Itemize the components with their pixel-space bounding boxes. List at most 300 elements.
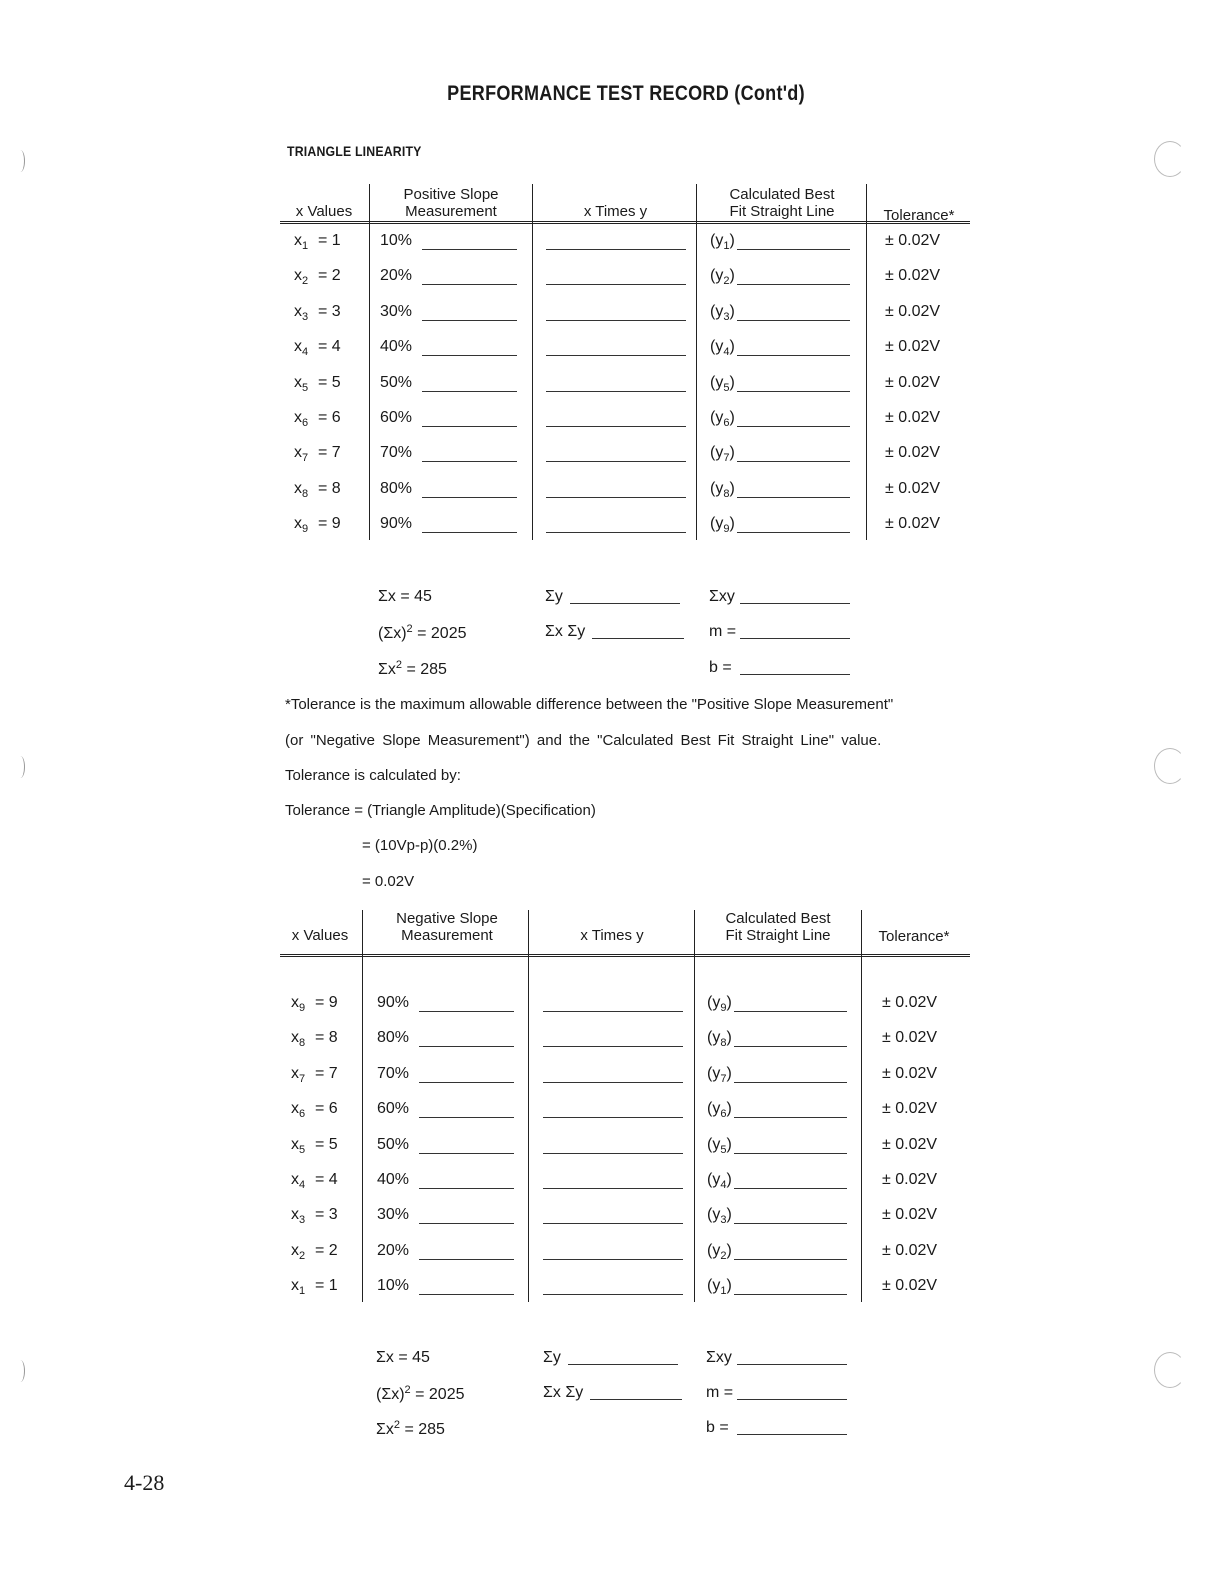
slope-percent: 10% [377, 1277, 410, 1295]
best-fit-blank[interactable] [737, 249, 850, 250]
x-equals-value: = 2 [318, 267, 341, 285]
measurement-blank[interactable] [419, 1117, 514, 1118]
measurement-blank[interactable] [422, 532, 517, 533]
x-subscript: 6 [302, 417, 309, 429]
table-row [280, 1277, 970, 1313]
tolerance-value: ± 0.02V [882, 1064, 938, 1082]
x-symbol: x [291, 1277, 299, 1295]
x-times-y-blank[interactable] [543, 1223, 683, 1224]
y-subscript: 2 [720, 1249, 727, 1262]
y-label [710, 480, 735, 500]
x-equals-value: = 5 [318, 373, 341, 391]
y-label [707, 1065, 732, 1085]
measurement-blank[interactable] [419, 1188, 514, 1189]
slope-percent: 60% [377, 1100, 410, 1118]
intercept-b-blank[interactable] [737, 1434, 847, 1435]
best-fit-blank[interactable] [737, 426, 850, 427]
header-best-fit-line2: Fit Straight Line [725, 927, 831, 944]
slope-percent: 90% [377, 994, 410, 1011]
x-symbol: x [294, 409, 302, 426]
y-label [707, 1029, 732, 1049]
best-fit-blank[interactable] [737, 532, 850, 533]
tolerance-value: ± 0.02V [882, 1241, 938, 1259]
y-close-paren: ) [729, 267, 735, 285]
tolerance-value: ± 0.02V [885, 409, 941, 426]
header-measurement [370, 186, 532, 220]
x-symbol: x [291, 1064, 299, 1082]
y-label [707, 1100, 732, 1120]
x-subscript: 7 [299, 1072, 306, 1085]
y-label [710, 444, 735, 464]
y-subscript: 5 [723, 381, 730, 394]
x-subscript: 2 [299, 1249, 306, 1262]
sum-of-x2-value: = 285 [400, 1421, 445, 1438]
x-equals-value: = 9 [315, 994, 338, 1011]
header-measurement-line2: Measurement [401, 927, 493, 944]
x-equals-value: = 6 [315, 1100, 338, 1118]
x-equals-value: = 3 [315, 1206, 338, 1224]
best-fit-blank[interactable] [734, 1011, 847, 1012]
tolerance-value: ± 0.02V [885, 373, 941, 391]
tolerance-value: ± 0.02V [882, 1277, 938, 1295]
x-equals-value: = 4 [318, 338, 341, 356]
table-row [280, 374, 970, 410]
slope-percent: 20% [380, 267, 413, 285]
best-fit-blank[interactable] [734, 1223, 847, 1224]
header-rule [280, 954, 970, 957]
x-times-y-blank[interactable] [546, 320, 686, 321]
best-fit-blank[interactable] [737, 355, 850, 356]
sum-x-sum-y-blank[interactable] [592, 638, 684, 639]
measurement-blank[interactable] [419, 1046, 514, 1047]
x-subscript: 8 [299, 1037, 306, 1050]
x-times-y-blank[interactable] [543, 1259, 683, 1260]
best-fit-blank[interactable] [734, 1259, 847, 1260]
y-symbol: (y [707, 1029, 721, 1047]
table-row [280, 409, 970, 445]
measurement-blank[interactable] [419, 1153, 514, 1154]
x-symbol: x [291, 1241, 299, 1259]
y-close-paren: ) [726, 1029, 732, 1047]
x-value [294, 303, 308, 323]
sum-y-label: Σy [545, 588, 563, 605]
sum-of-x2 [378, 659, 447, 679]
header-measurement [364, 910, 530, 944]
x-value [294, 374, 308, 394]
intercept-b-label: b = [709, 659, 732, 676]
y-symbol: (y [707, 1277, 721, 1295]
sum-x: Σx = 45 [376, 1349, 430, 1366]
x-value [291, 994, 305, 1014]
x-subscript: 1 [302, 240, 309, 252]
y-symbol: (y [710, 444, 724, 462]
measurement-blank[interactable] [419, 1223, 514, 1224]
x-subscript: 5 [299, 1143, 306, 1156]
table-row [280, 303, 970, 339]
tolerance-note-line2: (or "Negative Slope Measurement") and the "Calculated Best Fit Straight Line" value. [285, 732, 882, 749]
x-equals-value: = 1 [315, 1277, 338, 1295]
y-close-paren: ) [729, 515, 735, 533]
slope-percent: 10% [380, 232, 413, 249]
sum-x-squared [376, 1384, 465, 1404]
sum-of-x2-value: = 285 [402, 661, 447, 678]
header-x-values: x Values [295, 203, 353, 220]
x-symbol: x [291, 1135, 299, 1153]
best-fit-blank[interactable] [734, 1082, 847, 1083]
margin-mark-icon [16, 756, 25, 778]
best-fit-blank[interactable] [737, 284, 850, 285]
x-value [291, 1136, 305, 1156]
best-fit-blank[interactable] [734, 1117, 847, 1118]
slope-m-blank[interactable] [740, 638, 850, 639]
x-symbol: x [291, 994, 299, 1011]
y-symbol: (y [710, 515, 724, 533]
sum-x-squared-base: (Σx) [378, 625, 407, 642]
slope-m-label: m = [706, 1384, 734, 1401]
y-close-paren: ) [729, 444, 735, 462]
x-equals-value: = 8 [318, 479, 341, 497]
slope-percent: 40% [377, 1171, 410, 1188]
y-label [707, 1206, 732, 1226]
table-row [280, 1206, 970, 1242]
x-value [291, 1242, 305, 1262]
tolerance-value: ± 0.02V [885, 444, 941, 462]
y-symbol: (y [710, 267, 724, 285]
x-subscript: 2 [302, 275, 309, 288]
y-close-paren: ) [729, 479, 735, 497]
measurement-blank[interactable] [419, 1082, 514, 1083]
slope-percent: 40% [380, 338, 413, 356]
x-times-y-blank[interactable] [546, 532, 686, 533]
header-best-fit [694, 910, 862, 944]
x-times-y-blank[interactable] [543, 1046, 683, 1047]
y-symbol: (y [707, 1206, 721, 1224]
y-label [707, 1242, 732, 1262]
y-subscript: 8 [723, 487, 730, 500]
y-label [710, 515, 735, 535]
sum-of-x2-base: Σx [378, 661, 396, 678]
x-times-y-blank[interactable] [546, 497, 686, 498]
header-x-values: x Values [291, 927, 349, 944]
y-symbol: (y [710, 338, 724, 356]
measurement-blank[interactable] [419, 1259, 514, 1260]
y-close-paren: ) [729, 338, 735, 356]
header-x-times-y: x Times y [580, 927, 644, 944]
y-subscript: 4 [723, 346, 730, 359]
header-measurement-line2: Measurement [405, 203, 497, 220]
sum-y-blank[interactable] [568, 1364, 678, 1365]
y-label [707, 994, 732, 1014]
tolerance-value: ± 0.02V [885, 232, 941, 249]
sum-of-x2-base: Σx [376, 1421, 394, 1438]
slope-m-label: m = [709, 623, 737, 640]
x-value [294, 409, 308, 429]
y-label [707, 1277, 732, 1297]
x-equals-value: = 7 [318, 444, 341, 462]
x-value [291, 1029, 305, 1049]
table-row [280, 1065, 970, 1101]
y-close-paren: ) [729, 373, 735, 391]
x-value [294, 515, 308, 535]
x-symbol: x [294, 515, 302, 533]
x-times-y-blank[interactable] [543, 1294, 683, 1295]
header-best-fit-line2: Fit Straight Line [729, 203, 835, 220]
y-close-paren: ) [726, 1241, 732, 1259]
y-label [710, 303, 735, 323]
y-symbol: (y [710, 409, 724, 426]
measurement-blank[interactable] [422, 461, 517, 462]
y-close-paren: ) [726, 1206, 732, 1224]
table-row [280, 1100, 970, 1136]
header-best-fit [698, 186, 866, 220]
best-fit-blank[interactable] [734, 1153, 847, 1154]
slope-percent: 30% [380, 302, 413, 320]
y-subscript: 9 [723, 523, 730, 536]
x-times-y-blank[interactable] [543, 1153, 683, 1154]
best-fit-blank[interactable] [734, 1294, 847, 1295]
y-close-paren: ) [726, 1171, 732, 1188]
measurement-blank[interactable] [422, 249, 517, 250]
measurement-blank[interactable] [422, 284, 517, 285]
x-times-y-blank[interactable] [546, 391, 686, 392]
x-value [294, 480, 308, 500]
sum-y-blank[interactable] [570, 603, 680, 604]
slope-percent: 60% [380, 409, 413, 426]
sum-x-sum-y-label: Σx Σy [545, 623, 586, 640]
y-close-paren: ) [726, 1100, 732, 1118]
slope-percent: 30% [377, 1206, 410, 1224]
best-fit-blank[interactable] [737, 461, 850, 462]
measurement-blank[interactable] [422, 426, 517, 427]
x-equals-value: = 8 [315, 1029, 338, 1047]
binder-hole-icon [1154, 748, 1186, 784]
x-symbol: x [294, 479, 302, 497]
x-equals-value: = 7 [315, 1064, 338, 1082]
x-times-y-blank[interactable] [543, 1082, 683, 1083]
best-fit-blank[interactable] [737, 497, 850, 498]
table-row [280, 444, 970, 480]
y-close-paren: ) [726, 1135, 732, 1153]
x-equals-value: = 2 [315, 1241, 338, 1259]
binder-hole-icon [1154, 1352, 1186, 1388]
y-close-paren: ) [729, 232, 735, 249]
y-symbol: (y [707, 1100, 721, 1118]
x-value [291, 1171, 305, 1191]
x-subscript: 4 [302, 346, 309, 359]
best-fit-blank[interactable] [737, 391, 850, 392]
intercept-b-blank[interactable] [740, 674, 850, 675]
table-row [280, 1171, 970, 1207]
y-subscript: 2 [723, 275, 730, 288]
x-subscript: 9 [299, 1002, 306, 1014]
y-symbol: (y [710, 479, 724, 497]
header-best-fit-line1: Calculated Best [729, 186, 835, 203]
y-label [710, 338, 735, 358]
best-fit-blank[interactable] [737, 320, 850, 321]
measurement-blank[interactable] [422, 355, 517, 356]
x-value [294, 267, 308, 287]
y-label [710, 409, 735, 429]
y-subscript: 5 [720, 1143, 727, 1156]
slope-percent: 80% [380, 479, 413, 497]
tolerance-value: ± 0.02V [882, 994, 938, 1011]
sum-of-x2 [376, 1419, 445, 1439]
slope-percent: 50% [380, 373, 413, 391]
x-symbol: x [294, 444, 302, 462]
y-symbol: (y [710, 232, 724, 249]
header-tolerance: Tolerance* [883, 207, 955, 224]
x-symbol: x [294, 232, 302, 249]
tolerance-value: ± 0.02V [882, 1100, 938, 1118]
y-label [707, 1136, 732, 1156]
y-symbol: (y [707, 1171, 721, 1188]
table-row [280, 1136, 970, 1172]
slope-m-blank[interactable] [737, 1399, 847, 1400]
slope-percent: 70% [380, 444, 413, 462]
y-close-paren: ) [729, 409, 735, 426]
y-symbol: (y [707, 1241, 721, 1259]
margin-mark-icon [16, 1360, 25, 1382]
tolerance-note-line3: Tolerance is calculated by: [285, 767, 461, 784]
x-subscript: 3 [302, 310, 309, 323]
tolerance-value: ± 0.02V [885, 267, 941, 285]
measurement-blank[interactable] [419, 1011, 514, 1012]
y-label [710, 267, 735, 287]
x-subscript: 8 [302, 487, 309, 500]
x-times-y-blank[interactable] [546, 284, 686, 285]
x-subscript: 9 [302, 523, 309, 536]
y-label [707, 1171, 732, 1191]
measurement-blank[interactable] [422, 320, 517, 321]
y-symbol: (y [707, 1064, 721, 1082]
table-row [280, 994, 970, 1030]
negative-slope-table [280, 906, 970, 1304]
sum-of-x2-exp: 2 [393, 1419, 401, 1431]
tolerance-value: ± 0.02V [885, 479, 941, 497]
y-subscript: 9 [720, 1002, 727, 1014]
tolerance-value: ± 0.02V [882, 1171, 938, 1188]
x-times-y-blank[interactable] [546, 461, 686, 462]
tolerance-value: ± 0.02V [885, 302, 941, 320]
sum-xy-label: Σxy [706, 1349, 732, 1366]
header-measurement-line1: Positive Slope [403, 186, 499, 203]
page-number: 4-28 [124, 1470, 165, 1495]
x-equals-value: = 4 [315, 1171, 338, 1188]
sum-x-squared [378, 623, 467, 643]
x-subscript: 7 [302, 452, 309, 465]
y-symbol: (y [707, 1135, 721, 1153]
sum-x-sum-y-label: Σx Σy [543, 1384, 584, 1401]
sum-of-x2-exp: 2 [395, 659, 403, 671]
measurement-blank[interactable] [422, 497, 517, 498]
sum-xy-blank[interactable] [737, 1364, 847, 1365]
x-subscript: 6 [299, 1108, 306, 1121]
y-symbol: (y [707, 994, 721, 1011]
sum-xy-blank[interactable] [740, 603, 850, 604]
y-symbol: (y [710, 373, 724, 391]
x-times-y-blank[interactable] [546, 355, 686, 356]
best-fit-blank[interactable] [734, 1188, 847, 1189]
measurement-blank[interactable] [419, 1294, 514, 1295]
table-row [280, 1029, 970, 1065]
x-symbol: x [294, 373, 302, 391]
x-equals-value: = 9 [318, 515, 341, 533]
x-times-y-blank[interactable] [546, 426, 686, 427]
slope-percent: 80% [377, 1029, 410, 1047]
x-value [294, 232, 308, 252]
page-title: PERFORMANCE TEST RECORD (Cont'd) [447, 82, 805, 105]
y-close-paren: ) [726, 1277, 732, 1295]
x-symbol: x [291, 1171, 299, 1188]
sum-x: Σx = 45 [378, 588, 432, 605]
y-subscript: 6 [723, 417, 730, 429]
slope-percent: 50% [377, 1135, 410, 1153]
intercept-b-label: b = [706, 1419, 729, 1436]
sum-x-sum-y-blank[interactable] [590, 1399, 682, 1400]
x-symbol: x [291, 1029, 299, 1047]
x-value [294, 338, 308, 358]
measurement-blank[interactable] [422, 391, 517, 392]
x-equals-value: = 1 [318, 232, 341, 249]
x-times-y-blank[interactable] [546, 249, 686, 250]
x-subscript: 5 [302, 381, 309, 394]
best-fit-blank[interactable] [734, 1046, 847, 1047]
y-subscript: 7 [723, 452, 730, 465]
y-label [710, 232, 735, 252]
x-equals-value: = 5 [315, 1135, 338, 1153]
slope-percent: 90% [380, 515, 413, 533]
sum-x-squared-value: = 2025 [410, 1386, 465, 1403]
y-subscript: 4 [720, 1179, 727, 1191]
margin-mark-icon [16, 150, 25, 172]
slope-percent: 70% [377, 1064, 410, 1082]
tolerance-value: ± 0.02V [885, 515, 941, 533]
x-equals-value: = 3 [318, 302, 341, 320]
tolerance-note-line1: *Tolerance is the maximum allowable difference between the "Positive Slope Measurement" [285, 696, 894, 713]
slope-percent: 20% [377, 1241, 410, 1259]
y-subscript: 6 [720, 1108, 727, 1121]
sum-x-squared-value: = 2025 [412, 625, 467, 642]
sum-xy-label: Σxy [709, 588, 735, 605]
y-close-paren: ) [729, 302, 735, 320]
y-close-paren: ) [726, 994, 732, 1011]
x-subscript: 3 [299, 1214, 306, 1227]
x-times-y-blank[interactable] [543, 1188, 683, 1189]
tolerance-value: ± 0.02V [882, 1029, 938, 1047]
x-symbol: x [291, 1206, 299, 1224]
x-symbol: x [294, 302, 302, 320]
y-subscript: 3 [723, 310, 730, 323]
positive-slope-table [280, 180, 970, 542]
table-row [280, 267, 970, 303]
x-subscript: 1 [299, 1285, 306, 1298]
header-x-times-y: x Times y [583, 203, 648, 220]
x-subscript: 4 [299, 1179, 306, 1191]
y-close-paren: ) [726, 1064, 732, 1082]
y-symbol: (y [710, 302, 724, 320]
header-tolerance: Tolerance* [878, 928, 950, 945]
x-times-y-blank[interactable] [543, 1117, 683, 1118]
x-times-y-blank[interactable] [543, 1011, 683, 1012]
tolerance-formula: Tolerance = (Triangle Amplitude)(Specification) [285, 802, 596, 819]
x-symbol: x [294, 267, 302, 285]
x-value [291, 1206, 305, 1226]
sum-x-squared-exp: 2 [404, 1384, 411, 1396]
table-row [280, 515, 970, 551]
x-value [291, 1277, 305, 1297]
table-row [280, 232, 970, 268]
header-measurement-line1: Negative Slope [396, 910, 498, 927]
